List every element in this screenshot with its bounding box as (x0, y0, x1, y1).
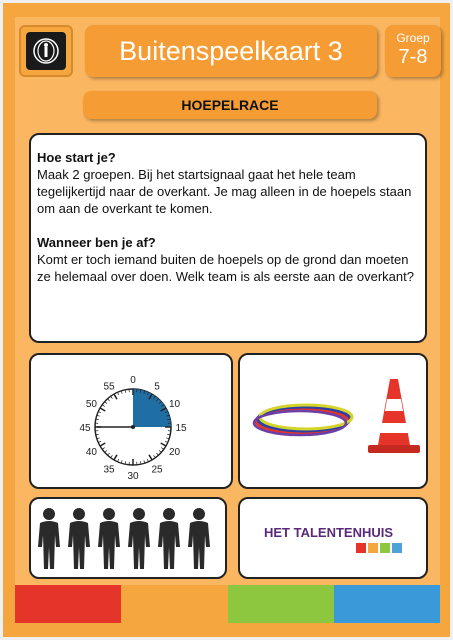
clock-number: 20 (169, 447, 181, 458)
clock-number: 0 (130, 375, 136, 386)
groep-label: Groep (396, 31, 430, 45)
equipment-panel (238, 353, 428, 489)
person-icon (98, 508, 120, 569)
brand-square (380, 543, 390, 553)
groep-value: 7-8 (398, 46, 428, 68)
clock-number: 5 (154, 381, 160, 393)
traffic-cone-icon (368, 379, 420, 453)
game-title-text: HOEPELRACE (181, 97, 279, 113)
person-icon (128, 508, 150, 569)
stopwatch-icon (31, 355, 231, 487)
clock-number: 10 (169, 399, 181, 410)
color-bar-segment (15, 585, 121, 623)
hoops-icon (254, 405, 352, 435)
color-bar-segment (334, 585, 440, 623)
brand-square (368, 543, 378, 553)
players-panel (29, 497, 227, 579)
person-icon (38, 508, 60, 569)
clock-number: 35 (103, 464, 115, 476)
person-icon (188, 508, 210, 569)
brand-square (356, 543, 366, 553)
color-bar (15, 585, 440, 623)
logo (19, 25, 73, 77)
clock-number: 45 (79, 423, 91, 434)
clock-number: 30 (127, 471, 139, 482)
start-text: Maak 2 groepen. Bij het startsignaal gaat het hele team tegelijkertijd naar de overkant. Je mag alleen in de hoepels staan om aan de overkant te komen. (37, 167, 412, 216)
clock-number: 25 (151, 464, 163, 476)
timer-panel (29, 353, 233, 489)
clock-number: 50 (85, 399, 97, 410)
instructions-panel (29, 133, 427, 343)
out-text: Komt er toch iemand buiten de hoepels op de grond dan moeten ze helemaal over doen. Welk team is als eerste aan de overkant? (37, 252, 414, 284)
groep-badge (385, 25, 441, 77)
clock-number: 15 (175, 423, 187, 434)
person-icon (68, 508, 90, 569)
brand-name: HET TALENTENHUIS (264, 525, 394, 540)
card-title-text: Buitenspeelkaart 3 (119, 35, 343, 66)
clock-number: 55 (103, 381, 115, 393)
brand-square (392, 543, 402, 553)
out-heading: Wanneer ben je af? (37, 235, 156, 250)
brand-panel (238, 497, 428, 579)
game-title (83, 91, 377, 119)
hoop-player-icon (26, 32, 66, 70)
clock-number: 40 (85, 447, 97, 458)
brand-squares (356, 543, 402, 553)
color-bar-segment (228, 585, 334, 623)
color-bar-segment (121, 585, 227, 623)
person-icon (158, 508, 180, 569)
start-heading: Hoe start je? (37, 150, 116, 165)
card-title (85, 25, 377, 77)
